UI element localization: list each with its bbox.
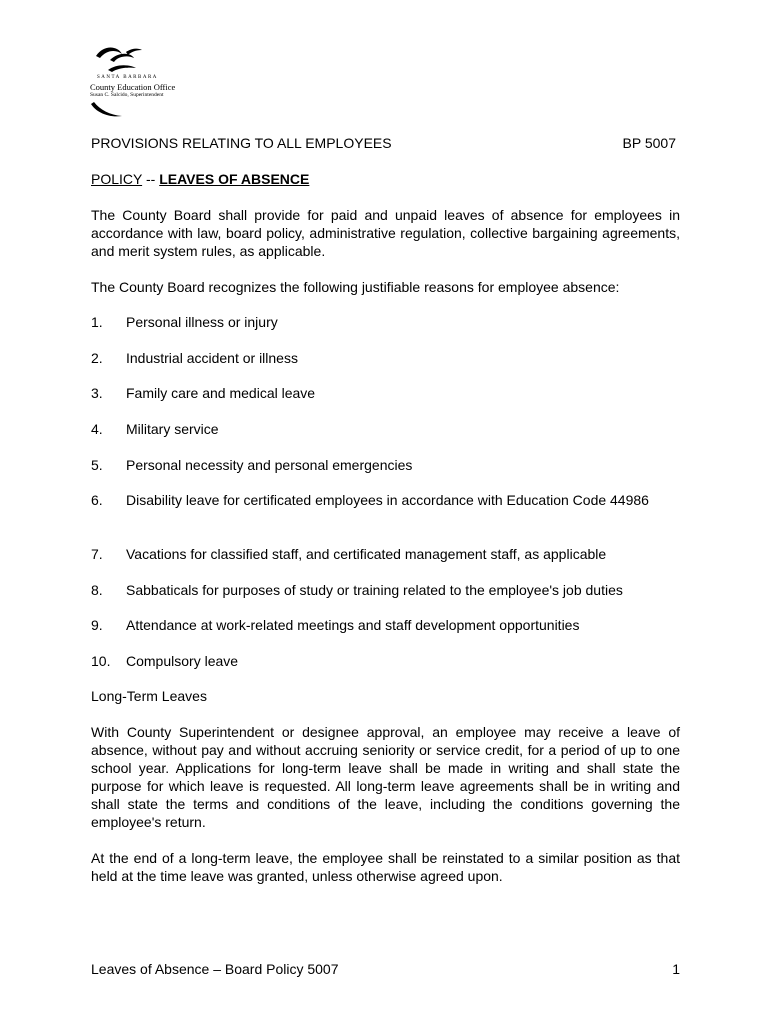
- list-item-number: 1.: [91, 314, 103, 330]
- policy-title: LEAVES OF ABSENCE: [159, 171, 310, 187]
- list-item-text: Personal necessity and personal emergencies: [126, 457, 413, 473]
- county-office-logo: [88, 42, 178, 120]
- intro-paragraph: The County Board shall provide for paid and unpaid leaves of absence for employees in accordance with law, board policy, administrative regulation, collective bargaining agreements, and merit system rules, as applicable.: [91, 207, 680, 259]
- document-header: [91, 135, 680, 153]
- logo-text-santa-barbara: SANTA BARBARA: [97, 75, 158, 80]
- list-item-text: Disability leave for certificated employees in accordance with Education Code 44986: [126, 492, 649, 508]
- policy-separator: --: [142, 171, 160, 187]
- list-item-text: Military service: [126, 421, 219, 437]
- document-footer: [91, 961, 680, 979]
- list-item-number: 4.: [91, 421, 103, 437]
- long-term-paragraph-2: At the end of a long-term leave, the employee shall be reinstated to a similar position as that held at the time leave was granted, unless otherwise agreed upon.: [91, 850, 680, 884]
- long-term-heading: Long-Term Leaves: [91, 688, 207, 704]
- footer-title: Leaves of Absence – Board Policy 5007: [91, 961, 339, 977]
- list-item-number: 3.: [91, 385, 103, 401]
- logo-text-office: County Education Office: [90, 82, 176, 92]
- list-item-text: Sabbaticals for purposes of study or training related to the employee's job duties: [126, 582, 623, 598]
- policy-code: BP 5007: [622, 135, 676, 151]
- list-item-text: Vacations for classified staff, and certificated management staff, as applicable: [126, 546, 607, 562]
- section-title: PROVISIONS RELATING TO ALL EMPLOYEES: [91, 135, 392, 151]
- policy-heading: [91, 171, 309, 187]
- list-item-text: Industrial accident or illness: [126, 350, 298, 366]
- list-item-text: Attendance at work-related meetings and staff development opportunities: [126, 617, 580, 633]
- logo-swoosh-icon: [88, 42, 178, 120]
- list-item-text: Personal illness or injury: [126, 314, 278, 330]
- reasons-intro-paragraph: The County Board recognizes the following justifiable reasons for employee absence:: [91, 279, 620, 295]
- logo-text-superintendent: Susan C. Salcido, Superintendent: [90, 92, 164, 98]
- list-item-number: 10.: [91, 653, 111, 669]
- policy-label: POLICY: [91, 171, 143, 187]
- list-item-text: Compulsory leave: [126, 653, 239, 669]
- list-item-number: 8.: [91, 582, 103, 598]
- list-item-number: 9.: [91, 617, 103, 633]
- list-item-number: 7.: [91, 546, 103, 562]
- list-item-number: 5.: [91, 457, 103, 473]
- page-number: 1: [672, 961, 680, 977]
- list-item-number: 6.: [91, 492, 103, 508]
- list-item-number: 2.: [91, 350, 103, 366]
- long-term-paragraph-1: With County Superintendent or designee approval, an employee may receive a leave of absence, without pay and without accruing seniority or service credit, for a period of up to one school year. Applications for long-term leave shall be made in writing and shall state the purpose for which leave is requested. All long-term leave agreements shall be in writing and shall state the terms and conditions of the leave, including the conditions governing the employee's return.: [91, 724, 680, 830]
- list-item-text: Family care and medical leave: [126, 385, 316, 401]
